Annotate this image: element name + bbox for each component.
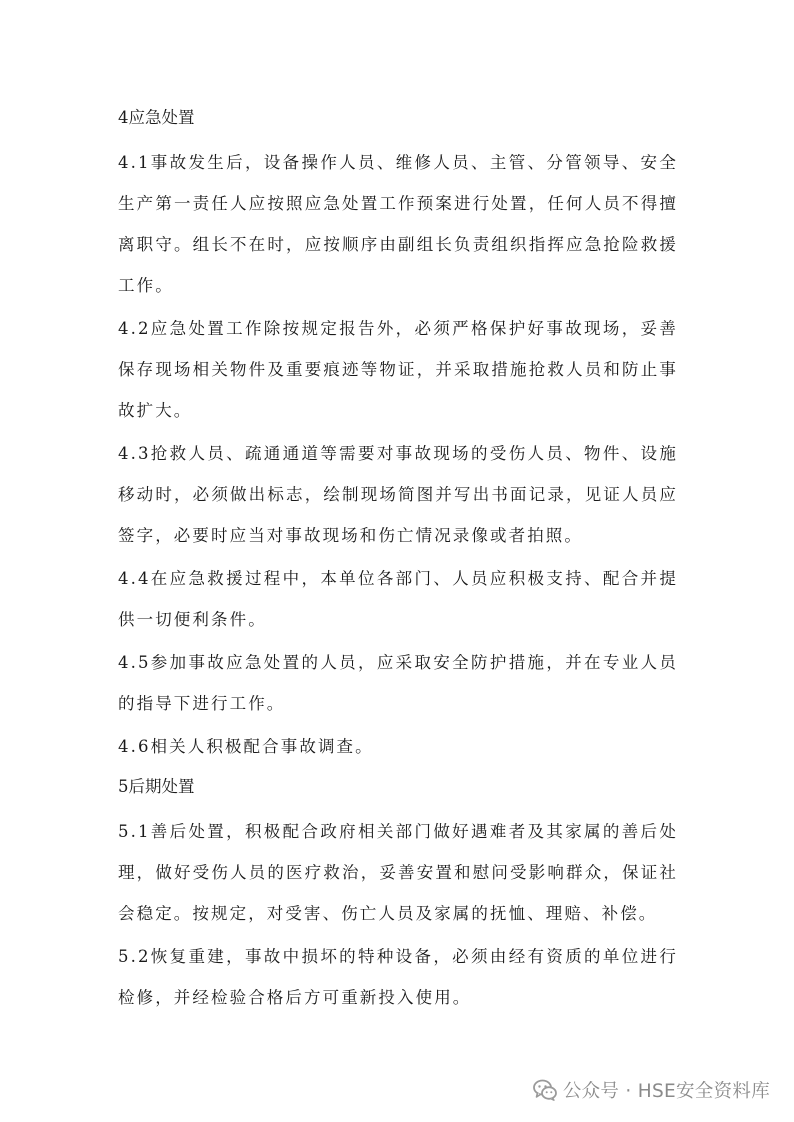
watermark: [533, 1078, 770, 1102]
watermark-text: 公众号 · HSE安全资料库: [562, 1081, 770, 1102]
paragraph-5-1: 5.1善后处置，积极配合政府相关部门做好遇难者及其家属的善后处理，做好受伤人员的医疗救治，妥善安置和慰问受影响群众，保证社会稳定。按规定，对受害、伤亡人员及家属的抚恤、理赔、补偿。: [118, 822, 678, 923]
section-heading-5: 5后期处置: [118, 777, 195, 796]
section-heading-4: 4应急处置: [118, 108, 195, 127]
paragraph-4-1: 4.1事故发生后，设备操作人员、维修人员、主管、分管领导、安全生产第一责任人应按照应急处置工作预案进行处置，任何人员不得擅离职守。组长不在时，应按顺序由副组长负责组织指挥应急抢险救援工作。: [118, 153, 678, 295]
wechat-icon: [533, 1079, 557, 1101]
paragraph-4-5: 4.5参加事故应急处置的人员，应采取安全防护措施，并在专业人员的指导下进行工作。: [118, 653, 678, 713]
paragraph-4-2: 4.2应急处置工作除按规定报告外，必须严格保护好事故现场，妥善保存现场相关物件及重要痕迹等物证，并采取措施抢救人员和防止事故扩大。: [118, 319, 678, 420]
paragraph-4-3: 4.3抢救人员、疏通通道等需要对事故现场的受伤人员、物件、设施移动时，必须做出标志，绘制现场简图并写出书面记录，见证人员应签字，必要时应当对事故现场和伤亡情况录像或者拍照。: [118, 444, 678, 545]
paragraph-4-4: 4.4在应急救援过程中，本单位各部门、人员应积极支持、配合并提供一切便利条件。: [118, 569, 678, 629]
paragraph-5-2: 5.2恢复重建，事故中损坏的特种设备，必须由经有资质的单位进行检修，并经检验合格后方可重新投入使用。: [118, 947, 678, 1007]
document-body: [118, 100, 678, 1020]
paragraph-4-6: 4.6相关人积极配合事故调查。: [118, 737, 374, 756]
